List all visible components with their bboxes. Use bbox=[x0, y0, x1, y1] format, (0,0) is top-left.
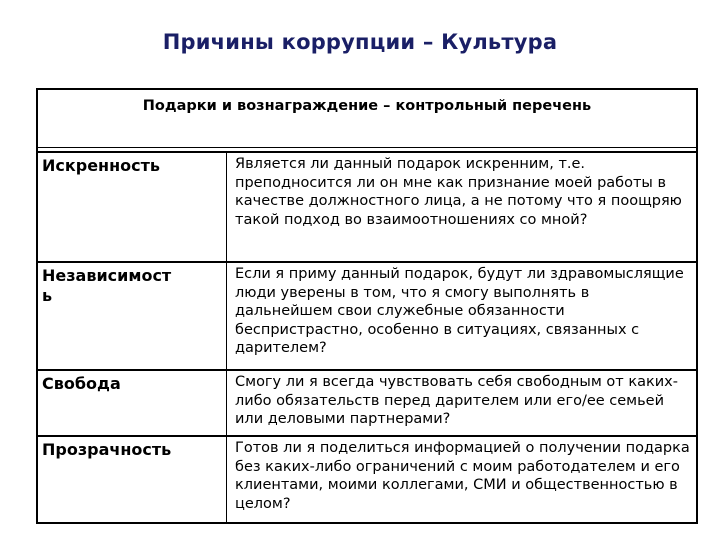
checklist-table bbox=[38, 151, 696, 522]
question-independence: Если я приму данный подарок, будут ли здравомыслящие люди уверены в том, что я смогу выполнять в дальнейшем свои служебные обязанности беспристрастно, особенно в ситуациях, связанных с дарителем? bbox=[227, 262, 697, 370]
criterion-sincerity: Искренность bbox=[38, 152, 212, 262]
slide-title: Причины коррупции – Культура bbox=[162, 30, 558, 54]
question-transparency: Готов ли я поделиться информацией о получении подарка без каких-либо ограничений с моим работодателем и его клиентами, моими коллегами, СМИ и общественностью в целом? bbox=[227, 436, 697, 522]
table-header: Подарки и вознаграждение – контрольный перечень bbox=[38, 90, 696, 148]
table-row bbox=[38, 370, 696, 436]
table-row bbox=[38, 436, 696, 522]
table-row bbox=[38, 262, 696, 370]
question-sincerity: Является ли данный подарок искренним, т.е. преподносится ли он мне как признание моей работы в качестве должностного лица, а не потому что я поощряю такой подход во взаимоотношениях со мной? bbox=[227, 152, 697, 262]
criterion-freedom: Свобода bbox=[38, 370, 212, 436]
checklist-frame bbox=[36, 88, 698, 524]
question-freedom: Смогу ли я всегда чувствовать себя свободным от каких-либо обязательств перед дарителем или его/ее семьей или деловыми партнерами? bbox=[227, 370, 697, 436]
criterion-transparency: Прозрачность bbox=[38, 436, 212, 522]
table-row bbox=[38, 152, 696, 262]
criterion-independence: Независимост ь bbox=[38, 262, 212, 370]
